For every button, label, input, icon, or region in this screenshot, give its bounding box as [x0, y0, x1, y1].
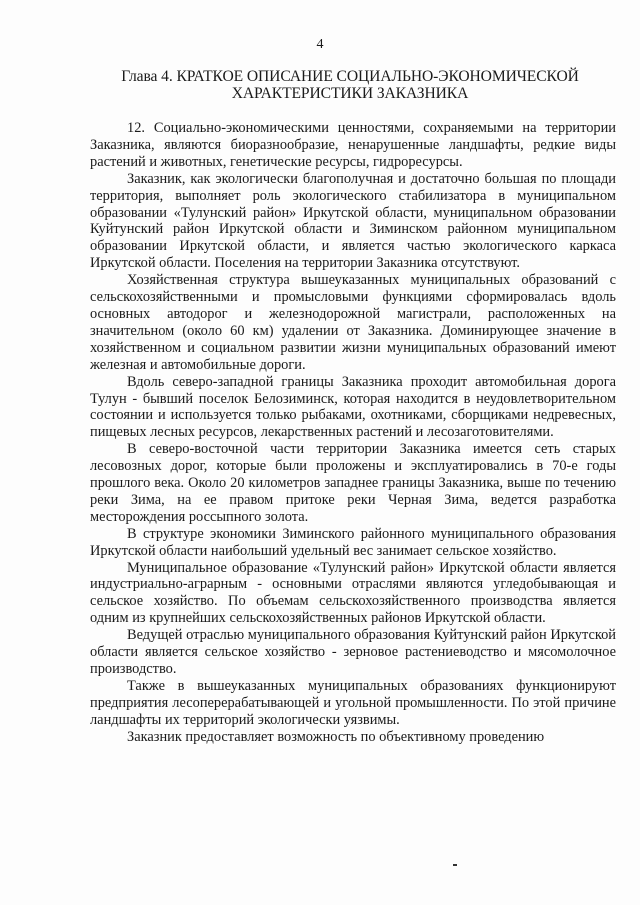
paragraph-6: В структуре экономики Зиминского районного муниципального образования Иркутской области наибольший удельный вес занимает сельское хозяйство. [90, 525, 616, 559]
paragraph-5: В северо-восточной части территории Заказника имеется сеть старых лесовозных дорог, которые были проложены и эксплуатировались в 70-е годы прошлого века. Около 20 километров западнее границы Заказника, выше по течению реки Зима, на ее правом притоке реки Черная Зима, ведется разработка месторождения россыпного золота. [90, 441, 616, 525]
chapter-title-line-2: ХАРАКТЕРИСТИКИ ЗАКАЗНИКА [231, 85, 469, 102]
paragraph-3: Хозяйственная структура вышеуказанных муниципальных образований с сельскохозяйственными и промысловыми функциями сформировалась вдоль основных автодорог и железнодорожной магистрали, расположенных на значительном (около 60 км) удалении от Заказника. Доминирующее значение в хозяйственном и социальном развитии жизни муниципальных образований имеют железная и автомобильные дороги. [90, 272, 616, 373]
chapter-title [100, 68, 600, 102]
paragraph-8: Ведущей отраслью муниципального образования Куйтунский район Иркутской области является сельское хозяйство - зерновое растениеводство и мясомолочное производство. [90, 627, 616, 677]
page-number: 4 [316, 37, 324, 52]
chapter-title-line-1: Глава 4. КРАТКОЕ ОПИСАНИЕ СОЦИАЛЬНО-ЭКОНОМИЧЕСКОЙ [121, 68, 579, 85]
paragraph-2: Заказник, как экологически благополучная и достаточно большая по площади территория, выполняет роль экологического стабилизатора в муниципальном образовании «Тулунский район» Иркутской области, муниципальном образовании Куйтунский район Иркутской области и Зиминском районном муниципальном образовании Иркутской области, и является частью экологического каркаса Иркутской области. Поселения на территории Заказника отсутствуют. [90, 170, 616, 272]
paragraph-7: Муниципальное образование «Тулунский район» Иркутской области является индустриально-аграрным - основными отраслями являются угледобывающая и сельское хозяйство. По объемам сельскохозяйственного производства является одним из крупнейших сельскохозяйственных районов Иркутской области. [90, 559, 616, 627]
scan-speck [453, 864, 457, 866]
body-text [90, 120, 616, 746]
paragraph-10: Заказник предоставляет возможность по объективному проведению [127, 728, 545, 745]
paragraph-9: Также в вышеуказанных муниципальных образованиях функционируют предприятия лесоперерабатывающей и угольной промышленности. По этой причине ландшафты их территорий экологически уязвимы. [90, 677, 616, 728]
paragraph-4: Вдоль северо-западной границы Заказника проходит автомобильная дорога Тулун - бывший поселок Белозиминск, которая находится в неудовлетворительном состоянии и используется только рыбаками, охотниками, сборщиками недревесных, пищевых лесных ресурсов, лекарственных растений и лесозаготовителями. [90, 373, 616, 441]
paragraph-1: 12. Социально-экономическими ценностями, сохраняемыми на территории Заказника, являются биоразнообразие, ненарушенные ландшафты, редкие виды растений и животных, генетические ресурсы, гидроресурсы. [90, 120, 616, 170]
